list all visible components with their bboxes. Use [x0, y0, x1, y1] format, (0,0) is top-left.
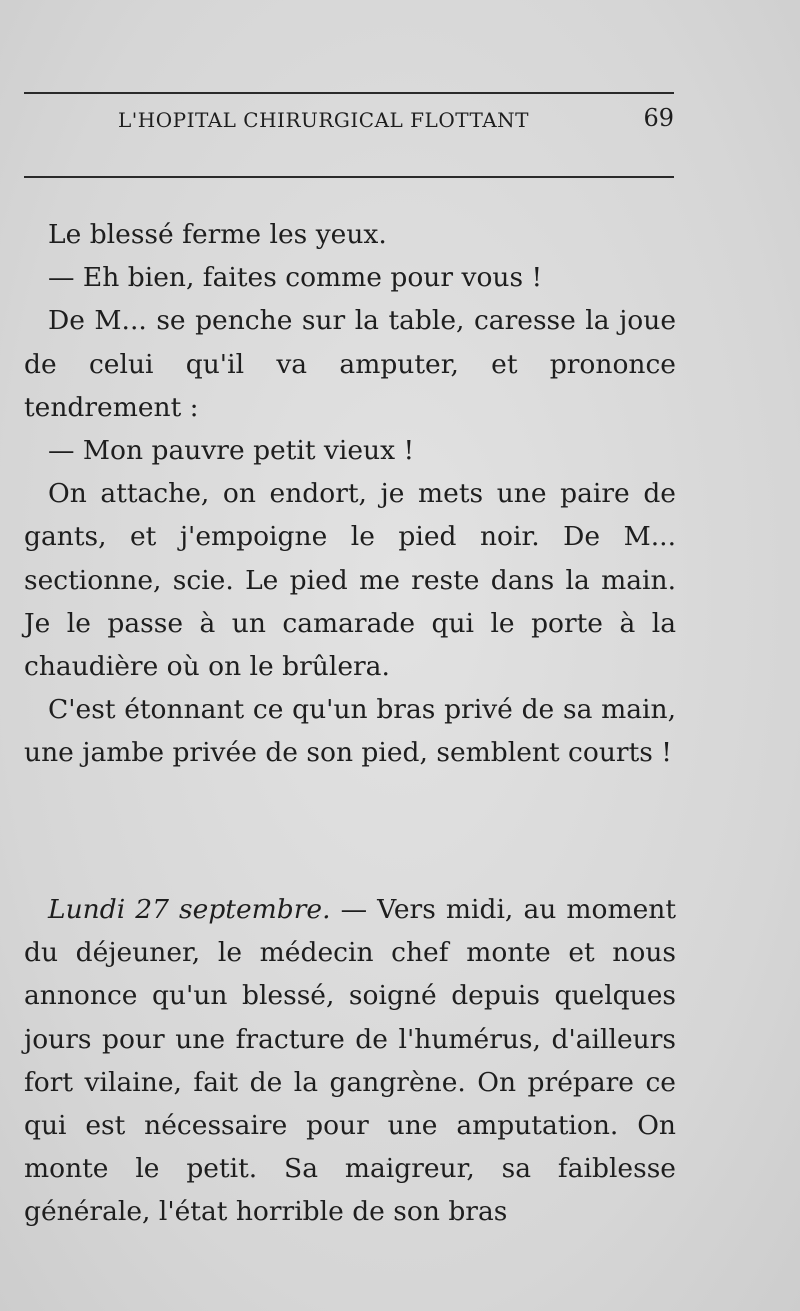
paragraph: Le blessé ferme les yeux. — [48, 219, 387, 250]
header-top-rule — [24, 92, 674, 94]
running-title: L'HOPITAL CHIRURGICAL FLOTTANT — [118, 108, 529, 132]
entry-text: — Vers midi, au moment du déjeuner, le médecin chef monte et nous annonce qu'un blessé, soigné depuis quelques jours pour une fracture de l'humérus, d'ailleurs fort vilaine, fait de la gangrène. On prépare ce qui est nécessaire pour une amputation. On monte le petit. Sa maigreur, sa faiblesse générale, l'état horrible de son bras — [24, 894, 676, 1228]
paragraph: C'est étonnant ce qu'un bras privé de sa main, une jambe privée de son pied, semblent courts ! — [24, 694, 676, 769]
paragraph: On attache, on endort, je mets une paire de gants, et j'empoigne le pied noir. De M... sectionne, scie. Le pied me reste dans la main. Je le passe à un camarade qui le porte à la chaudière où on le brûlera. — [24, 478, 676, 683]
paragraph: — Eh bien, faites comme pour vous ! — [48, 262, 543, 294]
entry-paragraph — [24, 888, 676, 1234]
body-text — [24, 213, 676, 775]
diary-entry — [24, 888, 676, 1234]
page-number: 69 — [643, 104, 674, 132]
entry-date: Lundi 27 septembre. — [48, 894, 331, 925]
header-bottom-rule — [24, 176, 674, 178]
paragraph: De M... se penche sur la table, caresse la joue de celui qu'il va amputer, et prononce tendrement : — [24, 305, 676, 423]
paragraph: — Mon pauvre petit vieux ! — [48, 435, 415, 467]
